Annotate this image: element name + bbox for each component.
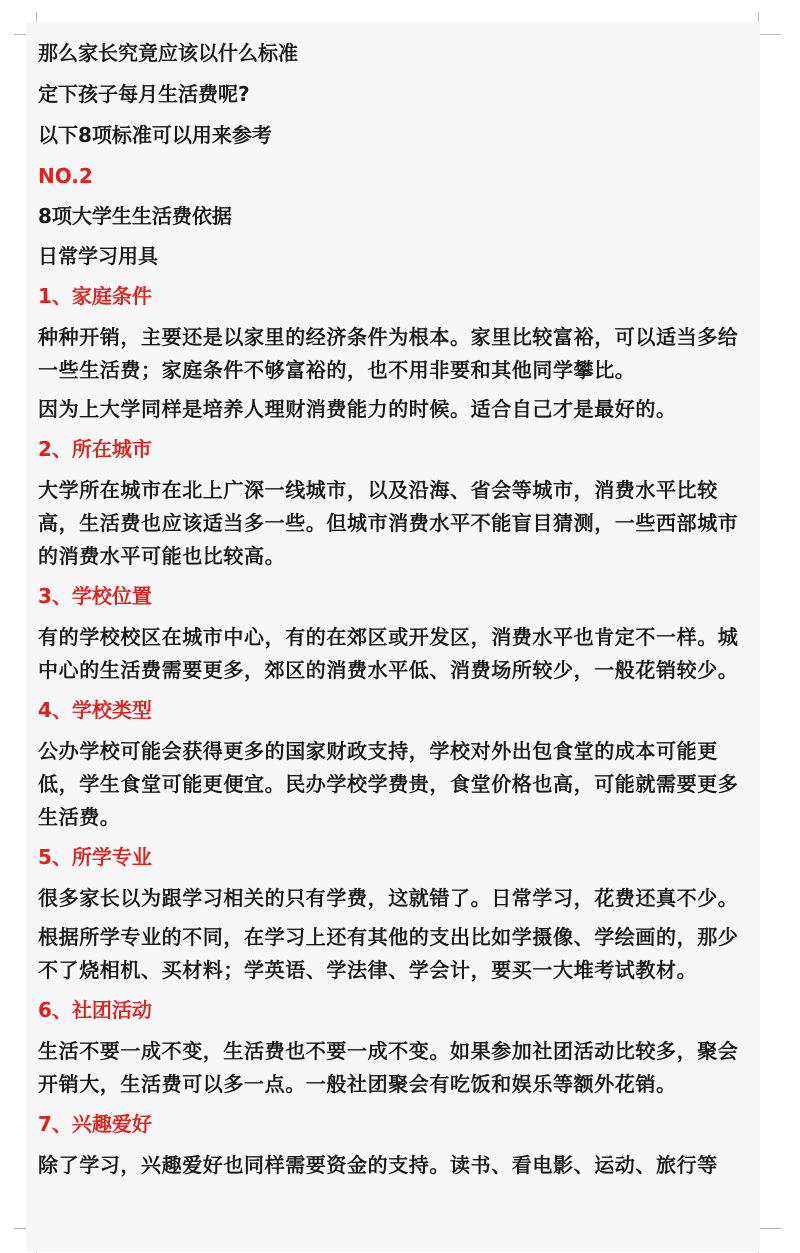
heading-club-activities: 6、社团活动 [38,998,152,1022]
paragraph: 有的学校校区在城市中心，有的在郊区或开发区，消费水平也肯定不一样。城中心的生活费需要更多，郊区的消费水平低、消费场所较少，一般花销较少。 [38,625,739,682]
heading-school-location: 3、学校位置 [38,584,152,608]
heading-family-conditions: 1、家庭条件 [38,284,152,308]
paragraph: 生活不要一成不变，生活费也不要一成不变。如果参加社团活动比较多，聚会开销大，生活费可以多一点。一般社团聚会有吃饭和娱乐等额外花销。 [38,1039,739,1096]
paragraph: 大学所在城市在北上广深一线城市，以及沿海、省会等城市，消费水平比较高，生活费也应该适当多一些。但城市消费水平不能盲目猜测，一些西部城市的消费水平可能也比较高。 [38,478,739,568]
paragraph: 除了学习，兴趣爱好也同样需要资金的支持。读书、看电影、运动、旅行等 [38,1153,718,1177]
page-corner-mark [758,1228,781,1253]
intro-line: 定下孩子每月生活费呢? [38,82,250,106]
intro-line: 以下8项标准可以用来参考 [38,123,272,147]
paragraph: 根据所学专业的不同，在学习上还有其他的支出比如学摄像、学绘画的，那少不了烧相机、买材料；学英语、学法律、学会计，要买一大堆考试教材。 [38,925,739,982]
intro-line: 那么家长究竟应该以什么标准 [38,41,298,65]
heading-hobbies: 7、兴趣爱好 [38,1112,152,1136]
page-corner-mark [758,12,781,35]
heading-city: 2、所在城市 [38,437,152,461]
document-page [26,22,760,1252]
heading-school-type: 4、学校类型 [38,698,152,722]
paragraph: 因为上大学同样是培养人理财消费能力的时候。适合自己才是最好的。 [38,397,677,421]
paragraph: 种种开销，主要还是以家里的经济条件为根本。家里比较富裕，可以适当多给一些生活费；家庭条件不够富裕的，也不用非要和其他同学攀比。 [38,325,739,382]
document-content [38,37,758,1182]
section-number: NO.2 [38,164,93,188]
paragraph: 很多家长以为跟学习相关的只有学费，这就错了。日常学习，花费还真不少。 [38,886,739,910]
subtitle: 8项大学生生活费依据 [38,204,232,228]
paragraph: 公办学校可能会获得更多的国家财政支持，学校对外出包食堂的成本可能更低，学生食堂可能更便宜。民办学校学费贵，食堂价格也高，可能就需要更多生活费。 [38,739,739,829]
subtitle: 日常学习用具 [38,244,158,268]
heading-major: 5、所学专业 [38,845,152,869]
